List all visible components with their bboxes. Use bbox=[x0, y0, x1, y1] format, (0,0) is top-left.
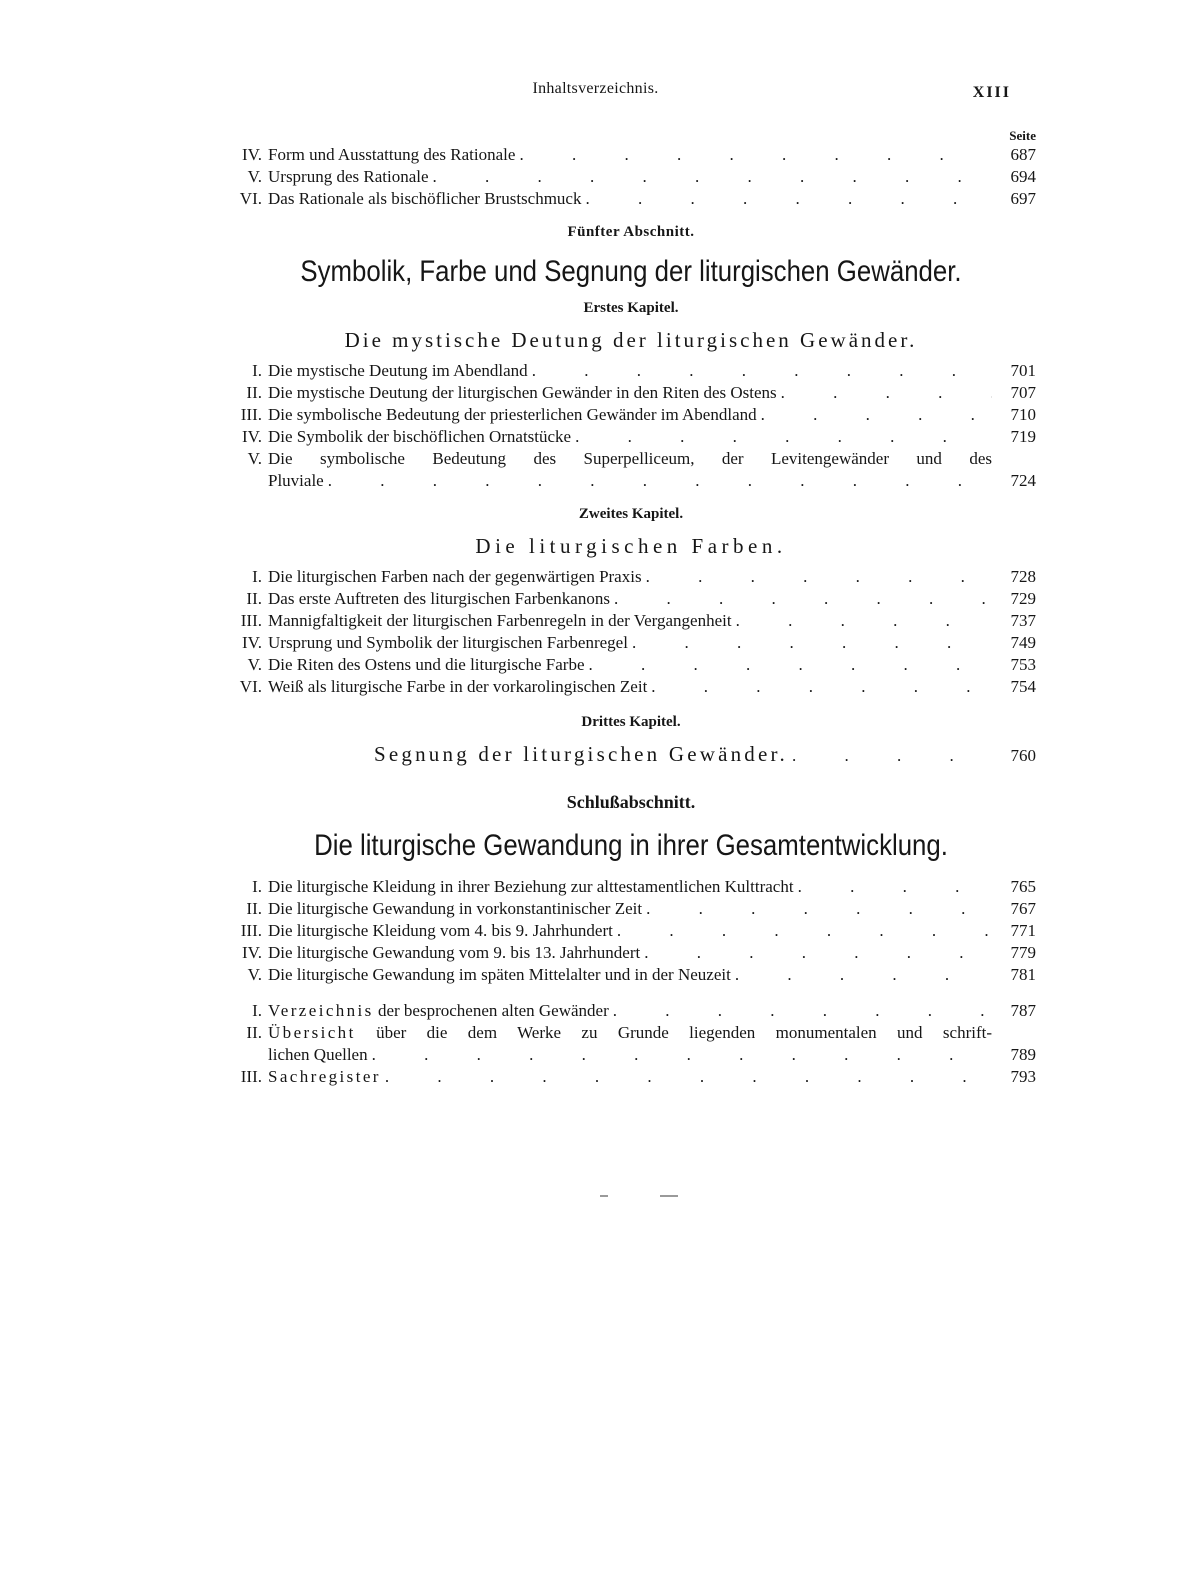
section-title: Die liturgische Gewandung in ihrer Gesamtentwicklung. bbox=[314, 829, 948, 862]
chapter-label: Zweites Kapitel. bbox=[578, 506, 684, 522]
dot-leader bbox=[515, 144, 992, 166]
toc-entry: V. Ursprung des Rationale . . . 694 bbox=[226, 166, 1036, 188]
entry-text: Die liturgische Gewandung vom 9. bis 13. Jahrhundert bbox=[268, 943, 641, 962]
section-title: Symbolik, Farbe und Segnung der liturgischen Gewänder. bbox=[300, 255, 962, 288]
dot-leader bbox=[777, 382, 992, 404]
dot-leader bbox=[581, 188, 992, 210]
dot-leader bbox=[368, 1044, 992, 1066]
entry-text: Form und Ausstattung des Rationale bbox=[268, 145, 516, 164]
section-label: Fünfter Abschnitt. bbox=[567, 224, 695, 240]
chapter-title: Die liturgischen Farben. bbox=[475, 534, 787, 558]
toc-entry: IV. Ursprung und Symbolik der liturgischen Farbenregel . . . 749 bbox=[226, 632, 1036, 654]
entry-page: 749 bbox=[1010, 633, 1036, 652]
seite-label: Seite bbox=[1009, 128, 1036, 143]
entry-text-continued: Pluviale bbox=[268, 471, 324, 490]
entry-text: Sachregister bbox=[268, 1067, 381, 1086]
running-title: Inhaltsverzeichnis. bbox=[532, 80, 659, 97]
toc-entry: III. Mannigfaltigkeit der liturgischen Farbenregeln in der Vergangenheit . . . 737 bbox=[226, 610, 1036, 632]
dot-leader bbox=[429, 166, 992, 188]
dot-leader bbox=[794, 876, 992, 898]
dot-leader bbox=[609, 1000, 992, 1022]
dot-leader bbox=[571, 426, 992, 448]
dot-leader bbox=[757, 404, 992, 426]
dot-leader bbox=[528, 360, 992, 382]
entry-text: Die Symbolik der bischöflichen Ornatstücke bbox=[268, 427, 572, 446]
entry-text: Die Riten des Ostens und die liturgische Farbe bbox=[268, 655, 585, 674]
entry-text: Die liturgische Gewandung in vorkonstantinischer Zeit bbox=[268, 899, 643, 918]
dot-leader bbox=[610, 588, 992, 610]
entry-page: 710 bbox=[1010, 405, 1036, 424]
entry-page: 701 bbox=[1010, 361, 1036, 380]
toc-entry: II. Übersicht über die dem Werke zu Grunde liegenden monumentalen und schrift- lichen Quellen . . . 789 bbox=[226, 1022, 1036, 1066]
entry-text: Übersicht über die dem Werke zu Grunde liegenden monumentalen und schrift- bbox=[268, 1023, 992, 1042]
dot-leader bbox=[613, 920, 992, 942]
toc-entry: I. Die mystische Deutung im Abendland . . . 701 bbox=[226, 360, 1036, 382]
entry-page: 707 bbox=[1010, 383, 1036, 402]
entry-page: 767 bbox=[1010, 899, 1036, 918]
entry-text: Ursprung und Symbolik der liturgischen Farbenregel bbox=[268, 633, 628, 652]
toc-entry: IV. Form und Ausstattung des Rationale . . . 687 bbox=[226, 144, 1036, 166]
entry-page: 771 bbox=[1010, 921, 1036, 940]
toc-entry: V. Die Riten des Ostens und die liturgische Farbe . . . 753 bbox=[226, 654, 1036, 676]
toc-entry: I. Die liturgische Kleidung in ihrer Beziehung zur alttestamentlichen Kulttracht . . . 765 bbox=[226, 876, 1036, 898]
toc-entry: II. Die mystische Deutung der liturgischen Gewänder in den Riten des Ostens . . . 707 bbox=[226, 382, 1036, 404]
chapter-title-text: Segnung der liturgischen Gewänder. bbox=[374, 742, 789, 766]
toc-entry: III. Sachregister . . . 793 bbox=[226, 1066, 1036, 1088]
dot-leader bbox=[585, 654, 993, 676]
dot-leader bbox=[324, 470, 992, 492]
chapter-label: Erstes Kapitel. bbox=[583, 300, 679, 316]
entry-text: Die liturgische Kleidung in ihrer Beziehung zur alttestamentlichen Kulttracht bbox=[268, 877, 794, 896]
chapter-label: Drittes Kapitel. bbox=[581, 714, 681, 730]
entry-page: 781 bbox=[1010, 965, 1036, 984]
dot-leader bbox=[642, 898, 992, 920]
entry-page: 754 bbox=[1010, 677, 1036, 696]
toc-entry: VI. Weiß als liturgische Farbe in der vorkarolingischen Zeit . . . 754 bbox=[226, 676, 1036, 698]
dot-leader bbox=[788, 742, 992, 770]
entry-text: Das erste Auftreten des liturgischen Farbenkanons bbox=[268, 589, 610, 608]
dot-leader bbox=[628, 632, 992, 654]
entry-text: Die liturgische Kleidung vom 4. bis 9. Jahrhundert bbox=[268, 921, 613, 940]
toc-entry: V. Die symbolische Bedeutung des Superpelliceum, der Levitengewänder und des Pluviale . . . 724 bbox=[226, 448, 1036, 492]
dot-leader bbox=[642, 566, 992, 588]
entry-page: 787 bbox=[1010, 1001, 1036, 1020]
toc-entry: III. Die symbolische Bedeutung der priesterlichen Gewänder im Abendland . . . 710 bbox=[226, 404, 1036, 426]
entry-page: 728 bbox=[1010, 567, 1036, 586]
entry-text: Die symbolische Bedeutung der priesterlichen Gewänder im Abendland bbox=[268, 405, 757, 424]
scan-mark bbox=[600, 1195, 608, 1197]
entry-page: 789 bbox=[1010, 1045, 1036, 1064]
entry-text: Die mystische Deutung im Abendland bbox=[268, 361, 528, 380]
entry-page: 753 bbox=[1010, 655, 1036, 674]
entry-text: Die liturgische Gewandung im späten Mittelalter und in der Neuzeit bbox=[268, 965, 731, 984]
entry-text: Die symbolische Bedeutung des Superpelliceum, der Levitengewänder und des bbox=[268, 449, 992, 468]
entry-page: 719 bbox=[1010, 427, 1036, 446]
entry-page: 760 bbox=[1010, 746, 1036, 765]
table-of-contents bbox=[226, 128, 1036, 1088]
entry-page: 694 bbox=[1010, 167, 1036, 186]
dot-leader bbox=[381, 1066, 992, 1088]
entry-text-continued: lichen Quellen bbox=[268, 1045, 368, 1064]
entry-text: Das Rationale als bischöflicher Brustschmuck bbox=[268, 189, 582, 208]
chapter-title: Die mystische Deutung der liturgischen Gewänder. bbox=[344, 328, 918, 352]
toc-entry: III. Die liturgische Kleidung vom 4. bis 9. Jahrhundert . . . 771 bbox=[226, 920, 1036, 942]
dot-leader bbox=[731, 964, 992, 986]
toc-entry: VI. Das Rationale als bischöflicher Brustschmuck . . . 697 bbox=[226, 188, 1036, 210]
entry-page: 737 bbox=[1010, 611, 1036, 630]
toc-entry: IV. Die liturgische Gewandung vom 9. bis 13. Jahrhundert . . . 779 bbox=[226, 942, 1036, 964]
toc-entry: II. Das erste Auftreten des liturgischen Farbenkanons . . . 729 bbox=[226, 588, 1036, 610]
entry-page: 779 bbox=[1010, 943, 1036, 962]
dot-leader bbox=[640, 942, 992, 964]
toc-entry: I. Verzeichnis der besprochenen alten Gewänder . . . 787 bbox=[226, 1000, 1036, 1022]
section-label: Schlußabschnitt. bbox=[566, 792, 696, 812]
toc-entry: II. Die liturgische Gewandung in vorkonstantinischer Zeit . . . 767 bbox=[226, 898, 1036, 920]
dot-leader bbox=[732, 610, 992, 632]
dot-leader bbox=[647, 676, 992, 698]
scan-mark bbox=[660, 1195, 678, 1197]
toc-entry: IV. Die Symbolik der bischöflichen Ornatstücke . . . 719 bbox=[226, 426, 1036, 448]
entry-page: 724 bbox=[1010, 471, 1036, 490]
entry-text: Die mystische Deutung der liturgischen Gewänder in den Riten des Ostens bbox=[268, 383, 777, 402]
entry-page: 687 bbox=[1010, 145, 1036, 164]
entry-page: 765 bbox=[1010, 877, 1036, 896]
entry-page: 793 bbox=[1010, 1067, 1036, 1086]
page-number: XIII bbox=[972, 84, 1011, 101]
entry-text: Die liturgischen Farben nach der gegenwärtigen Praxis bbox=[268, 567, 642, 586]
entry-text: Mannigfaltigkeit der liturgischen Farbenregeln in der Vergangenheit bbox=[268, 611, 732, 630]
entry-page: 729 bbox=[1010, 589, 1036, 608]
entry-text: Weiß als liturgische Farbe in der vorkarolingischen Zeit bbox=[268, 677, 648, 696]
entry-text: Verzeichnis der besprochenen alten Gewänder bbox=[268, 1001, 609, 1020]
toc-entry: I. Die liturgischen Farben nach der gegenwärtigen Praxis . . . 728 bbox=[226, 566, 1036, 588]
chapter-title bbox=[226, 740, 1036, 770]
entry-text: Ursprung des Rationale bbox=[268, 167, 429, 186]
toc-entry: V. Die liturgische Gewandung im späten Mittelalter und in der Neuzeit . . . 781 bbox=[226, 964, 1036, 986]
entry-page: 697 bbox=[1010, 189, 1036, 208]
